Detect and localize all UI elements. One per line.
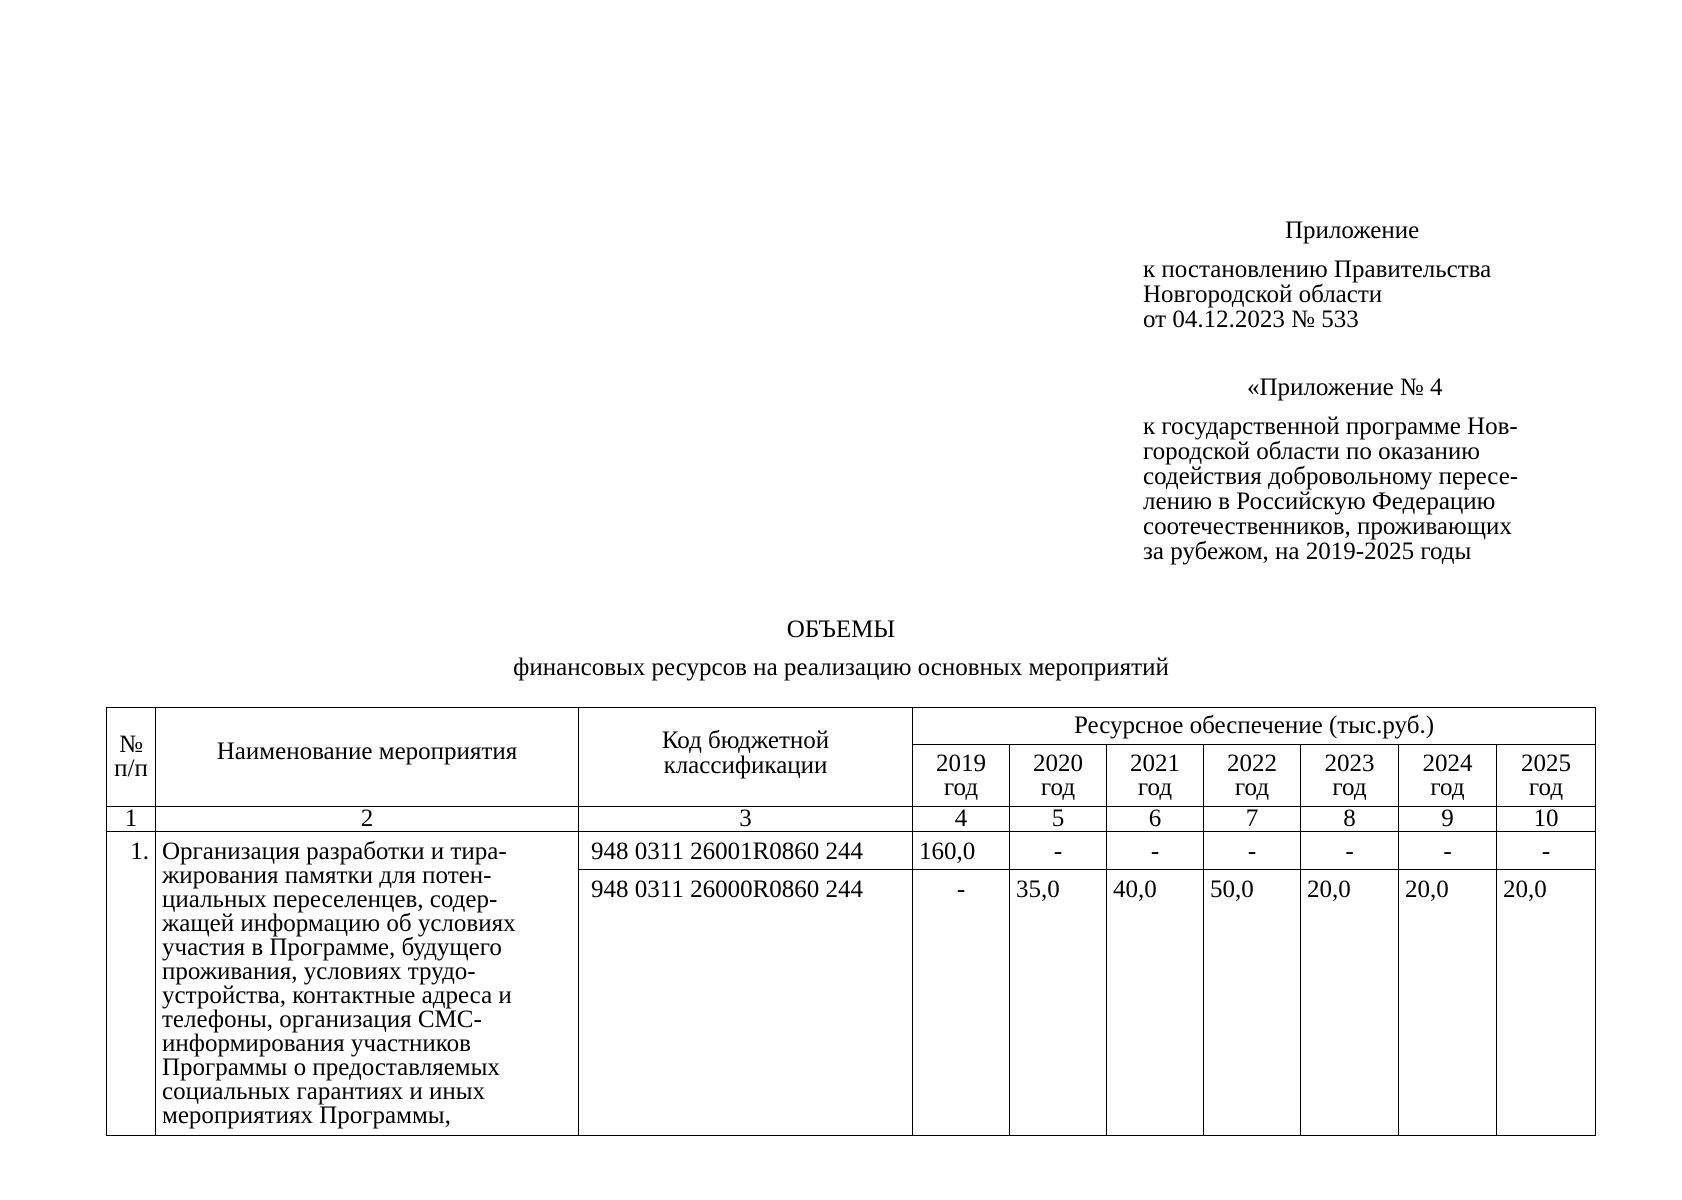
header-num-label: № п/п: [114, 731, 148, 782]
program-appendix-line: лению в Российскую Федерацию: [1143, 488, 1496, 515]
header-year-2019: [913, 745, 1010, 807]
activity-name-line: Программы о предоставляемых: [162, 1054, 500, 1081]
document-subtitle: финансовых ресурсов на реализацию основных мероприятий: [513, 654, 1169, 681]
year-label: 2019: [936, 749, 986, 777]
value-2024: 20,0: [1399, 870, 1497, 1136]
value-2024: -: [1399, 832, 1497, 870]
column-number: 10: [1497, 807, 1596, 832]
program-appendix-line: за рубежом, на 2019-2025 годы: [1143, 538, 1472, 565]
column-number: 7: [1204, 807, 1301, 832]
header-code-label: Код бюджетной классификации: [661, 727, 830, 779]
header-name: Наименование мероприятия: [156, 708, 579, 807]
column-number-row: [107, 807, 1596, 832]
column-number: 3: [579, 807, 913, 832]
header-year-2021: [1107, 745, 1204, 807]
column-number: 1: [107, 807, 156, 832]
program-appendix-block: [1143, 375, 1603, 564]
year-label: 2021: [1130, 749, 1180, 777]
header-row-top: [107, 708, 1596, 745]
value-2019: -: [913, 870, 1010, 1136]
appendix-block: [1143, 218, 1603, 332]
year-unit: год: [1137, 773, 1173, 801]
program-appendix-title: «Приложение № 4: [1247, 374, 1443, 401]
document-title: ОБЪЕМЫ: [786, 616, 896, 643]
activity-name-line: жирования памятки для потен-: [162, 862, 492, 889]
value-2021: 40,0: [1107, 870, 1204, 1136]
year-unit: год: [943, 773, 979, 801]
value-2019: 160,0: [913, 832, 1010, 870]
activity-name-line: социальных гарантиях и иных: [162, 1078, 486, 1105]
value-2022: 50,0: [1204, 870, 1301, 1136]
activity-name-line: устройства, контактные адреса и: [162, 982, 512, 1009]
year-label: 2020: [1033, 749, 1083, 777]
appendix-title: Приложение: [1285, 217, 1420, 244]
header-num: [107, 708, 156, 807]
value-2020: 35,0: [1010, 870, 1107, 1136]
activity-name-line: Организация разработки и тира-: [162, 838, 507, 865]
header-year-2024: [1399, 745, 1497, 807]
value-2020: -: [1010, 832, 1107, 870]
program-appendix-line: соотечественников, проживающих: [1143, 513, 1512, 540]
activity-name-line: участия в Программе, будущего: [162, 934, 502, 961]
financing-table: [106, 707, 1596, 1136]
header-resources: Ресурсное обеспечение (тыс.руб.): [913, 708, 1596, 745]
column-number: 9: [1399, 807, 1497, 832]
activity-name-line: жащей информацию об условиях: [162, 910, 516, 937]
column-number: 4: [913, 807, 1010, 832]
appendix-line: к постановлению Правительства: [1143, 256, 1492, 283]
header-year-2022: [1204, 745, 1301, 807]
year-label: 2022: [1227, 749, 1277, 777]
row-activity-name: [156, 832, 579, 1136]
appendix-line: от 04.12.2023 № 533: [1143, 306, 1359, 333]
year-unit: год: [1234, 773, 1270, 801]
activity-name-line: мероприятиях Программы,: [162, 1102, 451, 1129]
header-year-2023: [1301, 745, 1399, 807]
value-2022: -: [1204, 832, 1301, 870]
activity-name-line: циальных переселенцев, содер-: [162, 886, 498, 913]
value-2025: 20,0: [1497, 870, 1596, 1136]
header-year-2020: [1010, 745, 1107, 807]
column-number: 6: [1107, 807, 1204, 832]
value-2023: -: [1301, 832, 1399, 870]
header-code: [579, 708, 913, 807]
year-label: 2023: [1324, 749, 1375, 777]
budget-code: 948 0311 26000R0860 244: [579, 870, 913, 1136]
budget-code: 948 0311 26001R0860 244: [579, 832, 913, 870]
activity-name-line: телефоны, организация СМС-: [162, 1006, 482, 1033]
appendix-line: Новгородской области: [1143, 281, 1383, 308]
column-number: 5: [1010, 807, 1107, 832]
year-unit: год: [1040, 773, 1076, 801]
year-unit: год: [1430, 773, 1465, 801]
column-number: 8: [1301, 807, 1399, 832]
value-2021: -: [1107, 832, 1204, 870]
program-appendix-line: к государственной программе Нов-: [1143, 413, 1518, 440]
value-2023: 20,0: [1301, 870, 1399, 1136]
value-2025: -: [1497, 832, 1596, 870]
column-number: 2: [156, 807, 579, 832]
table-row: [107, 832, 1596, 870]
activity-name-line: проживания, условиях трудо-: [162, 958, 476, 985]
year-label: 2025: [1521, 749, 1571, 777]
year-label: 2024: [1422, 749, 1473, 777]
activity-name-line: информирования участников: [162, 1030, 471, 1057]
header-year-2025: [1497, 745, 1596, 807]
program-appendix-line: содействия добровольному пересе-: [1143, 463, 1519, 490]
year-unit: год: [1332, 773, 1367, 801]
year-unit: год: [1528, 773, 1564, 801]
row-number: 1.: [107, 832, 156, 1136]
program-appendix-line: городской области по оказанию: [1143, 438, 1480, 465]
